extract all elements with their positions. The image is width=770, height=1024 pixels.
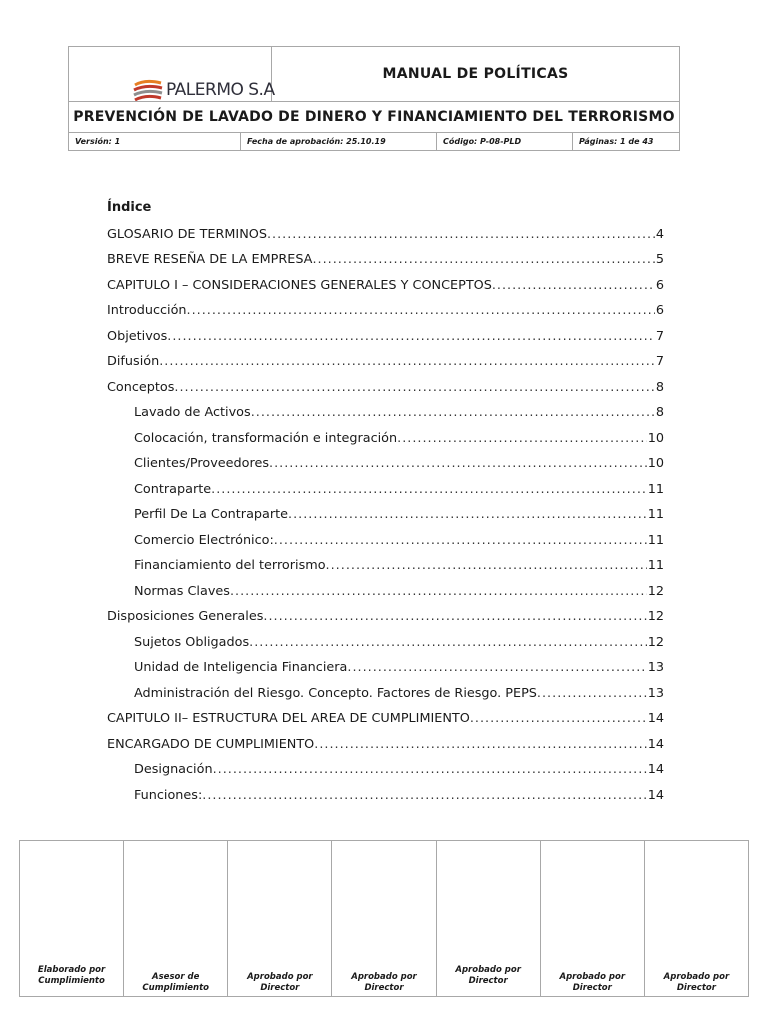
toc-entry-title: Lavado de Activos — [134, 405, 251, 420]
signature-label — [645, 972, 748, 994]
logo-cell — [69, 47, 275, 101]
toc-entry-page: 14 — [647, 787, 664, 803]
toc-entry-title: Objetivos — [107, 328, 168, 344]
toc-dot-leader — [263, 609, 646, 625]
toc-entry-page: 12 — [647, 583, 664, 599]
toc-entry[interactable] — [107, 396, 664, 422]
toc-entry-title: Unidad de Inteligencia Financiera — [134, 660, 348, 675]
toc-dot-leader — [202, 788, 646, 804]
toc-entry-page: 13 — [647, 660, 664, 675]
toc-entry[interactable] — [107, 294, 664, 320]
signature-label — [332, 972, 435, 994]
toc-entry[interactable] — [107, 600, 664, 626]
toc-entry-page: 12 — [647, 634, 664, 650]
toc-entry-title: GLOSARIO DE TERMINOS — [107, 226, 267, 242]
signature-label — [20, 965, 123, 987]
signature-role: Elaborado por — [37, 965, 106, 975]
toc-entry-page: 14 — [647, 736, 664, 752]
toc-dot-leader — [230, 584, 647, 600]
toc-entry-title: Conceptos — [107, 379, 175, 395]
toc-entry-title: BREVE RESEÑA DE LA EMPRESA — [107, 252, 313, 267]
toc-entry-title: Colocación, transformación e integración — [134, 430, 398, 446]
toc-entry-page: 14 — [647, 762, 664, 777]
toc-entry-page: 7 — [655, 354, 664, 369]
toc-dot-leader — [470, 711, 647, 727]
toc-entry-title: Designación — [134, 762, 213, 777]
toc-dot-leader — [213, 762, 647, 778]
toc-entry-page: 12 — [647, 609, 664, 624]
toc-entry-page: 11 — [647, 532, 664, 548]
palermo-logo-icon — [131, 77, 165, 103]
version-cell: Versión: 1 — [69, 133, 241, 150]
signature-cell — [124, 841, 228, 996]
toc-entry-page: 10 — [647, 456, 664, 471]
toc-entry[interactable] — [107, 345, 664, 371]
toc-entry-page: 13 — [647, 685, 664, 701]
toc-entry[interactable] — [107, 447, 664, 473]
toc-entry[interactable] — [107, 472, 664, 498]
signature-area: Cumplimiento — [142, 983, 209, 993]
toc-dot-leader — [314, 737, 646, 753]
toc-entry[interactable] — [107, 574, 664, 600]
signature-role: Aprobado por — [663, 972, 730, 982]
toc-entry[interactable] — [107, 778, 664, 804]
toc-entry-page: 4 — [655, 226, 664, 242]
toc-entry-page: 5 — [655, 252, 664, 267]
toc-dot-leader — [167, 329, 655, 345]
toc-entry-title: Perfil De La Contraparte — [134, 507, 289, 522]
index-heading: Índice — [107, 200, 152, 215]
pages-cell: Páginas: 1 de 43 — [579, 137, 654, 146]
toc-dot-leader — [397, 431, 647, 447]
toc-dot-leader — [312, 252, 654, 268]
signature-area: Director — [468, 976, 508, 986]
table-of-contents — [107, 217, 664, 804]
signature-label — [437, 965, 540, 987]
signature-label — [541, 972, 644, 994]
signature-role: Aprobado por — [559, 972, 626, 982]
toc-entry[interactable] — [107, 651, 664, 677]
signature-cell — [437, 841, 541, 996]
toc-entry-title: Administración del Riesgo. Concepto. Factores de Riesgo. PEPS — [134, 685, 537, 701]
signature-area: Director — [572, 983, 612, 993]
toc-entry-page: 6 — [655, 303, 664, 318]
signature-cell — [228, 841, 332, 996]
signature-area: Director — [364, 983, 404, 993]
toc-entry[interactable] — [107, 268, 664, 294]
toc-entry-title: Contraparte — [134, 481, 212, 497]
signature-role: Aprobado por — [247, 972, 313, 982]
toc-dot-leader — [326, 558, 647, 574]
toc-entry-title: Comercio Electrónico: — [134, 532, 274, 548]
toc-entry-title: CAPITULO II– ESTRUCTURA DEL AREA DE CUMPLIMIENTO — [107, 711, 470, 726]
signature-label — [124, 972, 227, 994]
toc-dot-leader — [537, 686, 647, 702]
toc-dot-leader — [159, 354, 655, 370]
signature-area: Director — [260, 983, 300, 993]
signature-area: Director — [676, 983, 716, 993]
toc-entry-title: CAPITULO I – CONSIDERACIONES GENERALES Y CONCEPTOS — [107, 277, 492, 293]
toc-dot-leader — [249, 635, 647, 651]
toc-entry-page: 8 — [655, 405, 664, 420]
toc-dot-leader — [267, 227, 655, 243]
toc-dot-leader — [347, 660, 646, 676]
signature-cell — [645, 841, 748, 996]
toc-dot-leader — [492, 278, 655, 294]
toc-entry-page: 11 — [647, 507, 664, 522]
toc-entry[interactable] — [107, 702, 664, 728]
signature-role: Asesor de — [152, 972, 200, 982]
signature-cell — [20, 841, 124, 996]
toc-dot-leader — [174, 380, 654, 396]
signature-label — [228, 972, 331, 994]
toc-entry[interactable] — [107, 625, 664, 651]
toc-dot-leader — [251, 405, 655, 421]
code-cell: Código: P-08-PLD — [437, 133, 573, 150]
toc-entry-title: ENCARGADO DE CUMPLIMIENTO — [107, 736, 315, 752]
toc-entry-title: Disposiciones Generales — [107, 609, 264, 624]
document-meta-row — [69, 133, 679, 150]
toc-entry-page: 7 — [655, 328, 664, 344]
toc-entry[interactable] — [107, 421, 664, 447]
toc-entry[interactable] — [107, 370, 664, 396]
toc-entry[interactable] — [107, 753, 664, 779]
toc-entry[interactable] — [107, 243, 664, 269]
toc-entry-title: Normas Claves — [134, 583, 230, 599]
toc-entry-title: Difusión — [107, 354, 160, 369]
header-top-row — [69, 47, 679, 101]
toc-dot-leader — [187, 303, 655, 319]
toc-entry-page: 11 — [647, 558, 664, 573]
signature-role: Aprobado por — [455, 965, 521, 975]
toc-dot-leader — [269, 456, 647, 472]
signature-area: Cumplimiento — [38, 976, 105, 986]
manual-title: MANUAL DE POLÍTICAS — [382, 66, 569, 82]
document-title: PREVENCIÓN DE LAVADO DE DINERO Y FINANCIAMIENTO DEL TERRORISMO — [69, 101, 679, 133]
toc-entry-page: 6 — [655, 277, 664, 293]
signature-cell — [332, 841, 436, 996]
toc-entry-title: Introducción — [107, 303, 187, 318]
toc-entry-title: Clientes/Proveedores — [134, 456, 269, 471]
toc-entry-title: Financiamiento del terrorismo — [134, 558, 326, 573]
toc-dot-leader — [288, 507, 647, 523]
toc-entry[interactable] — [107, 498, 664, 524]
toc-entry[interactable] — [107, 523, 664, 549]
toc-entry-page: 10 — [647, 430, 664, 446]
toc-entry[interactable] — [107, 217, 664, 243]
toc-entry[interactable] — [107, 319, 664, 345]
signature-table — [19, 840, 749, 997]
toc-entry-page: 11 — [647, 481, 664, 497]
toc-entry[interactable] — [107, 676, 664, 702]
toc-entry-page: 14 — [647, 711, 664, 726]
toc-entry[interactable] — [107, 549, 664, 575]
toc-dot-leader — [211, 482, 647, 498]
toc-dot-leader — [274, 533, 647, 549]
company-logo — [131, 77, 281, 103]
company-name: PALERMO S.A — [166, 80, 275, 100]
toc-entry-title: Sujetos Obligados — [134, 634, 250, 650]
approval-date-cell: Fecha de aprobación: 25.10.19 — [241, 133, 437, 150]
toc-entry[interactable] — [107, 727, 664, 753]
toc-entry-page: 8 — [655, 379, 664, 395]
signature-role: Aprobado por — [351, 972, 417, 982]
toc-entry-title: Funciones: — [134, 787, 203, 803]
document-header — [68, 46, 680, 151]
signature-cell — [541, 841, 645, 996]
